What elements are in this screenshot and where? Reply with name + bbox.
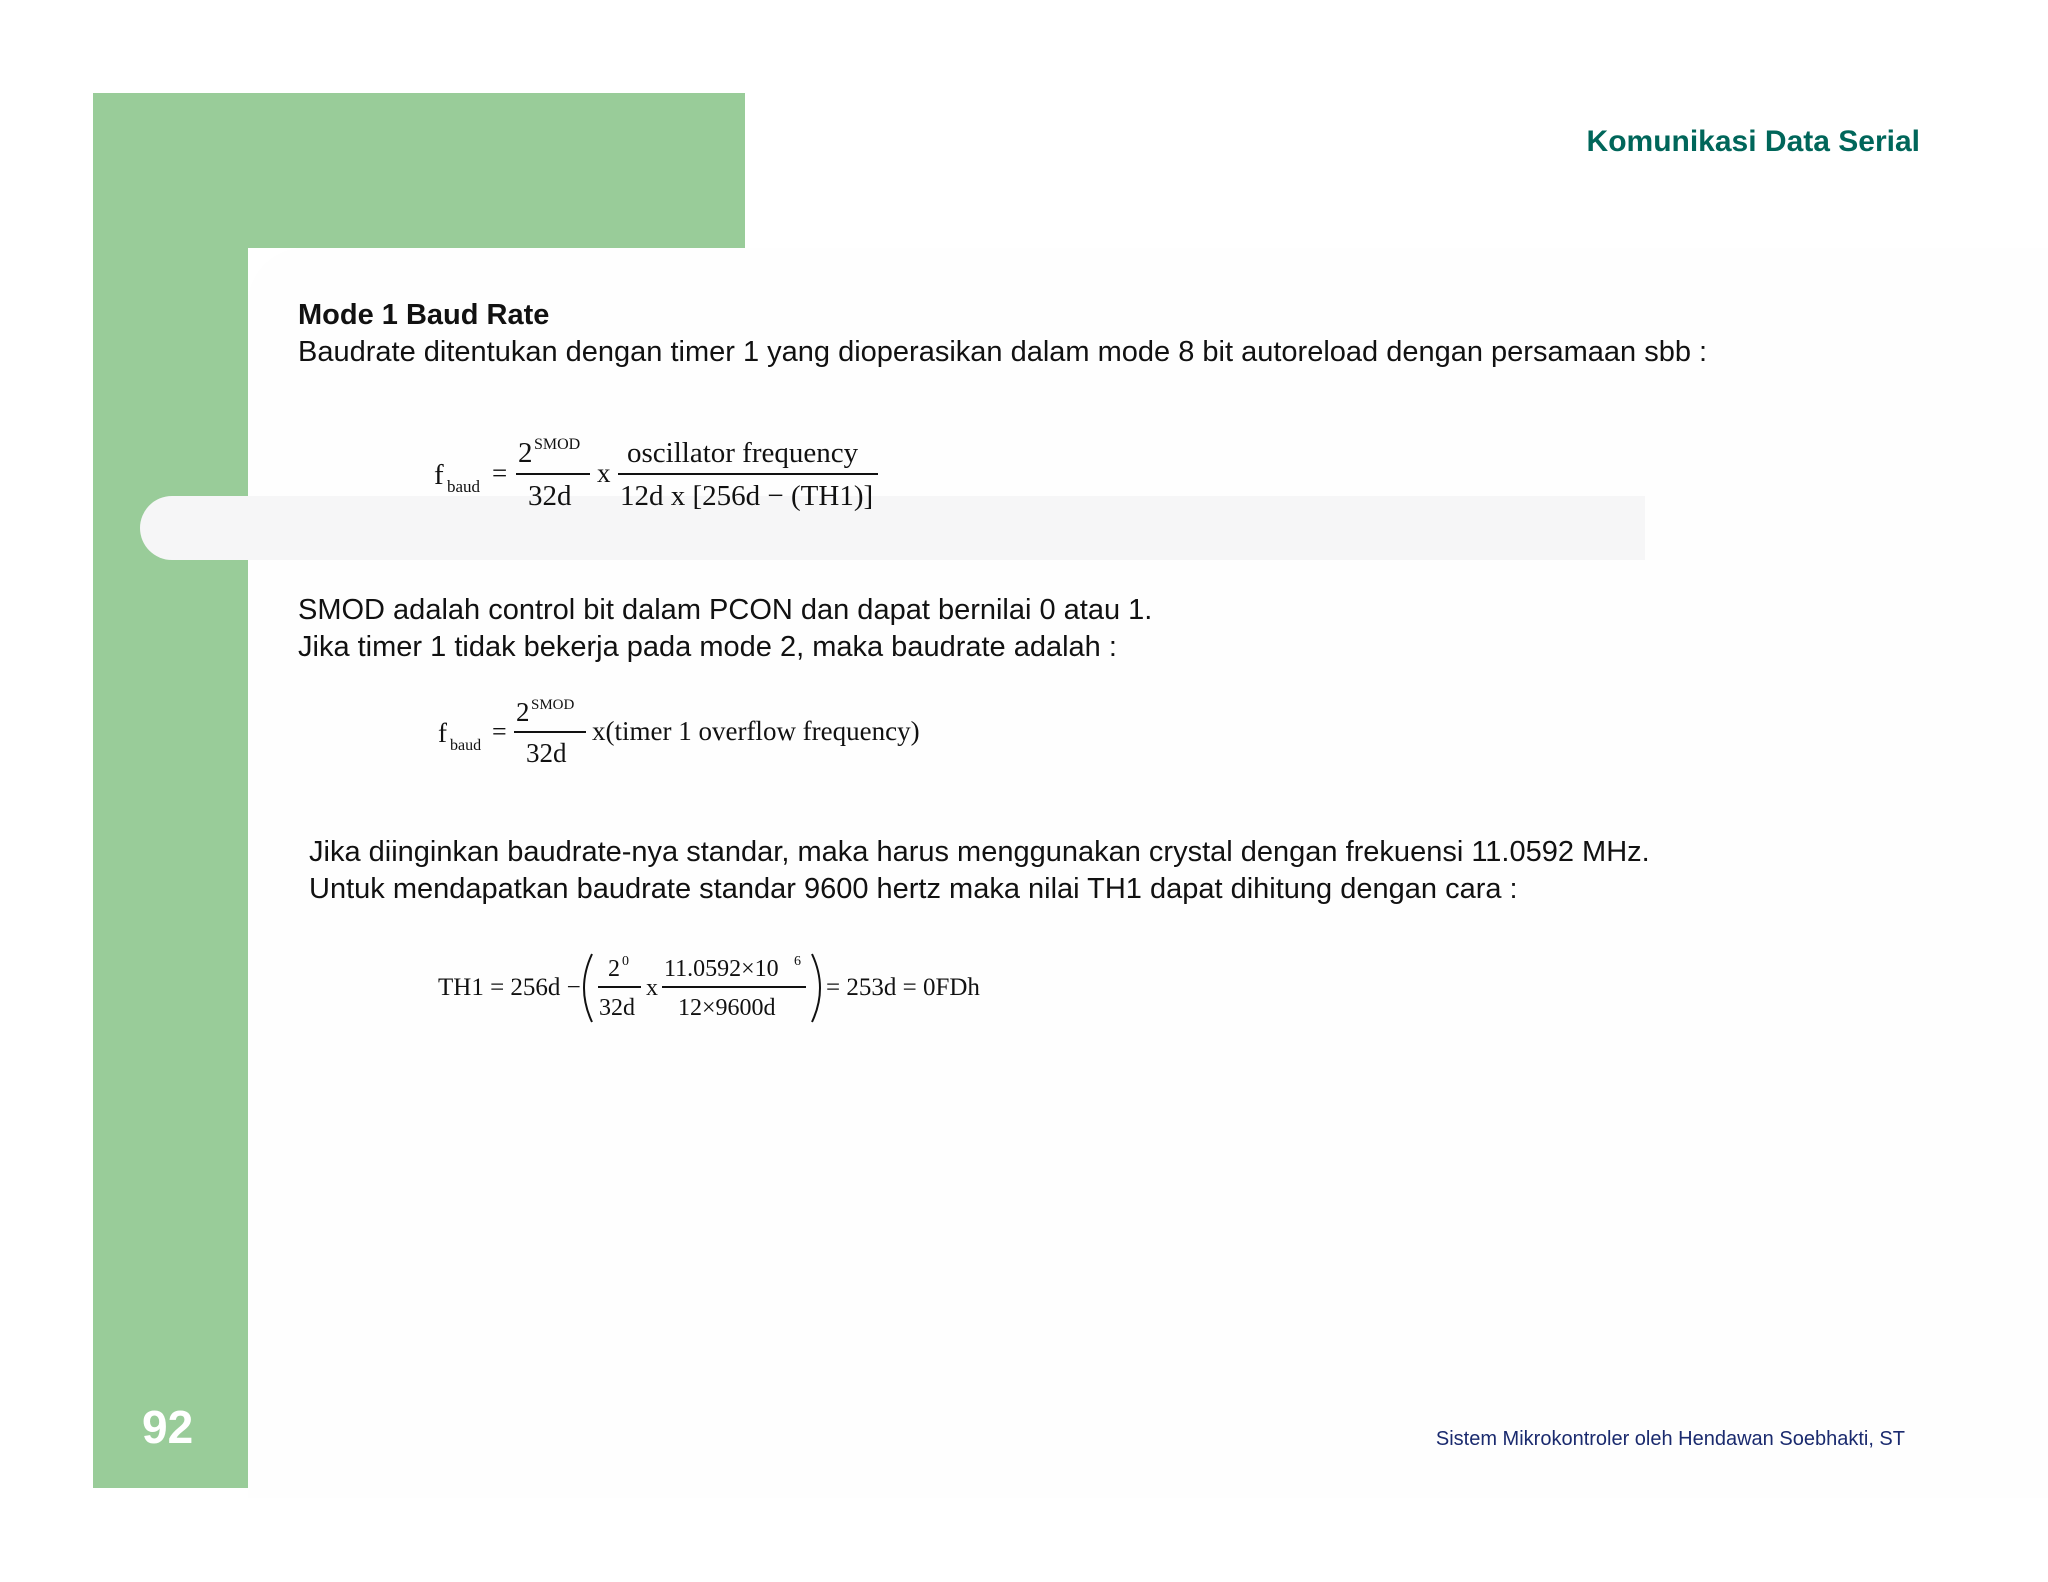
page-number: 92 — [142, 1401, 194, 1453]
formula1-den2: 12d x [256d − (TH1)] — [620, 480, 874, 512]
formula3-den1: 32d — [599, 995, 635, 1021]
green-sidebar-bar — [93, 93, 248, 1488]
formula3-result: = 253d = 0FDh — [826, 974, 980, 1001]
smod-note: SMOD adalah control bit dalam PCON dan dapat bernilai 0 atau 1. — [298, 594, 1153, 626]
decorative-band — [140, 496, 1645, 560]
formula-th1-calculation — [436, 948, 1016, 1033]
formula2-den1: 32d — [526, 738, 567, 768]
intro-paragraph: Baudrate ditentukan dengan timer 1 yang dioperasikan dalam mode 8 bit autoreload dengan persamaan sbb : — [298, 336, 1708, 368]
formula2-lhs-sub: baud — [450, 737, 482, 754]
green-top-bar — [93, 93, 745, 248]
formula3-den2: 12×9600d — [678, 995, 776, 1021]
formula3-num2-sup: 6 — [794, 954, 801, 969]
formula-baud-rate-timer-overflow — [434, 692, 954, 787]
section-heading: Mode 1 Baud Rate — [298, 299, 550, 331]
formula1-lhs: f — [434, 459, 444, 491]
formula3-num2: 11.0592×10 — [664, 956, 779, 982]
formula3-lhs: TH1 = 256d − — [438, 974, 581, 1001]
formula3-left-paren — [584, 954, 592, 1022]
formula2-equals: = — [492, 717, 507, 746]
formula1-equals: = — [492, 458, 508, 488]
formula1-times: x — [597, 458, 611, 488]
formula3-times: x — [646, 975, 658, 1001]
formula3-num1: 2 — [608, 956, 620, 982]
footer-credit: Sistem Mikrokontroler oleh Hendawan Soebhakti, ST — [1435, 1428, 1905, 1450]
formula1-lhs-sub: baud — [447, 477, 481, 496]
formula2-rest: x(timer 1 overflow frequency) — [592, 716, 920, 746]
mode2-note: Jika timer 1 tidak bekerja pada mode 2, maka baudrate adalah : — [298, 631, 1117, 663]
crystal-note: Jika diinginkan baudrate-nya standar, maka harus menggunakan crystal dengan frekuensi 11.0592 MHz. — [309, 836, 1650, 868]
formula1-num1-sup: SMOD — [534, 436, 581, 453]
formula2-lhs: f — [438, 718, 447, 748]
th1-note: Untuk mendapatkan baudrate standar 9600 hertz maka nilai TH1 dapat dihitung dengan cara : — [309, 873, 1518, 905]
formula1-num2: oscillator frequency — [627, 437, 859, 469]
formula1-num1: 2 — [518, 437, 533, 469]
page-header-title: Komunikasi Data Serial — [1586, 125, 1920, 158]
formula2-num1: 2 — [516, 697, 530, 727]
formula3-right-paren — [812, 954, 820, 1022]
formula3-num1-sup: 0 — [622, 954, 629, 969]
band-edge — [93, 496, 140, 560]
formula-baud-rate-mode1 — [430, 432, 890, 533]
formula2-num1-sup: SMOD — [531, 697, 575, 713]
formula1-den1: 32d — [528, 480, 572, 512]
